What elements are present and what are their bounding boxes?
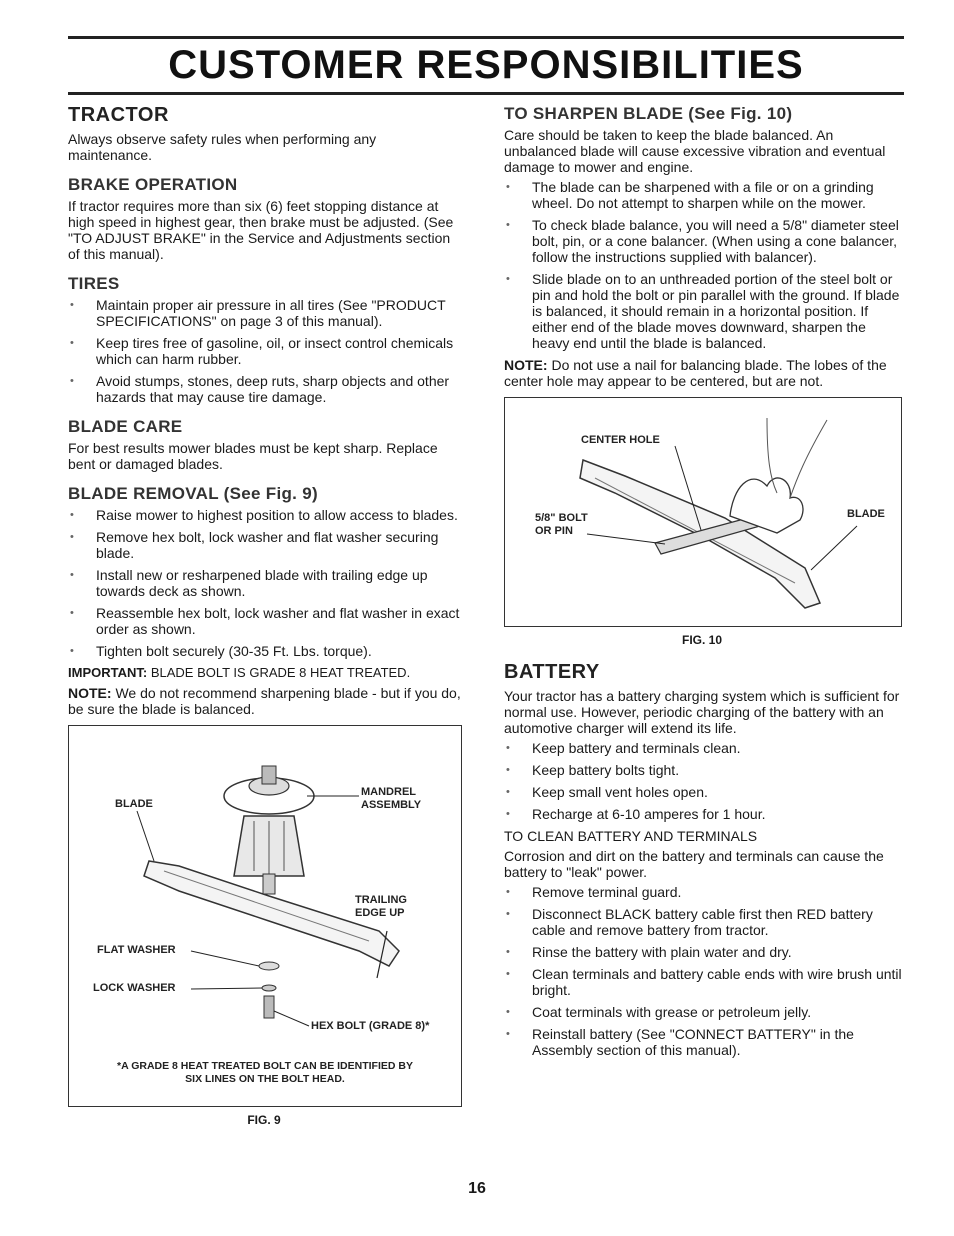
battery-list	[504, 740, 904, 822]
important-note	[68, 665, 464, 681]
page-number: 16	[468, 1180, 486, 1197]
blade-care-heading: BLADE CARE	[68, 417, 183, 436]
sharpen-intro: Care should be taken to keep the blade balanced. An unbalanced blade will cause excessive vibration and eventual damage to mower and engine.	[504, 127, 886, 175]
fig9-trailing-label: TRAILING EDGE UP	[355, 894, 407, 919]
list-item: • Recharge at 6-10 amperes for 1 hour.	[504, 806, 904, 822]
top-rule	[68, 36, 904, 39]
fig9-lock-washer-label: LOCK WASHER	[93, 982, 176, 994]
list-item: • Avoid stumps, stones, deep ruts, sharp objects and other hazards that may cause tire damage.	[68, 373, 464, 405]
tractor-intro: Always observe safety rules when performing any maintenance.	[68, 131, 377, 163]
fig9-footnote: *A GRADE 8 HEAT TREATED BOLT CAN BE IDENTIFIED BY SIX LINES ON THE BOLT HEAD.	[117, 1060, 413, 1085]
blade-care-text: For best results mower blades must be kept sharp. Replace bent or damaged blades.	[68, 440, 438, 472]
tires-list	[68, 297, 464, 405]
list-item: • Keep battery bolts tight.	[504, 762, 904, 778]
list-item: • Reassemble hex bolt, lock washer and flat washer in exact order as shown.	[68, 605, 464, 637]
list-item: • To check blade balance, you will need a 5/8" diameter steel bolt, pin, or a cone balancer. (When using a cone balancer, follow the instructions supplied with balancer).	[504, 217, 904, 265]
list-item: • The blade can be sharpened with a file or on a grinding wheel. Do not attempt to sharpen while on the mower.	[504, 179, 904, 211]
note-label: NOTE:	[68, 685, 112, 701]
tractor-heading: TRACTOR	[68, 104, 169, 126]
battery-clean-list	[504, 884, 904, 1058]
blade-removal-heading: BLADE REMOVAL (See Fig. 9)	[68, 484, 318, 503]
list-item: • Remove hex bolt, lock washer and flat washer securing blade.	[68, 529, 464, 561]
list-item: • Keep small vent holes open.	[504, 784, 904, 800]
title-underline-rule	[68, 92, 904, 95]
list-item: • Install new or resharpened blade with trailing edge up towards deck as shown.	[68, 567, 464, 599]
battery-intro: Your tractor has a battery charging system which is sufficient for normal use. However, periodic charging of the battery with an automotive charger will extend its life.	[504, 688, 900, 736]
fig10-center-hole-label: CENTER HOLE	[581, 434, 660, 446]
list-item: • Keep tires free of gasoline, oil, or insect control chemicals which can harm rubber.	[68, 335, 464, 367]
sharpen-heading: TO SHARPEN BLADE (See Fig. 10)	[504, 104, 793, 123]
important-label: IMPORTANT:	[68, 665, 148, 680]
list-item: • Rinse the battery with plain water and dry.	[504, 944, 904, 960]
list-item: • Slide blade on to an unthreaded portion of the steel bolt or pin and hold the bolt or pin parallel with the ground. If blade is balanced, it should remain in a horizontal position. If either end of the blade moves downward, sharpen the heavy end until the blade is balanced.	[504, 271, 904, 351]
fig9-flat-washer-label: FLAT WASHER	[97, 944, 176, 956]
note-label: NOTE:	[504, 357, 548, 373]
right-column	[504, 104, 904, 1064]
list-item: • Coat terminals with grease or petroleum jelly.	[504, 1004, 904, 1020]
list-item: • Maintain proper air pressure in all tires (See "PRODUCT SPECIFICATIONS" on page 3 of this manual).	[68, 297, 464, 329]
fig9-mandrel-label: MANDREL ASSEMBLY	[361, 786, 422, 811]
fig10-blade-label: BLADE	[847, 508, 885, 520]
list-item: • Keep battery and terminals clean.	[504, 740, 904, 756]
important-text: BLADE BOLT IS GRADE 8 HEAT TREATED.	[150, 665, 411, 680]
figure-10	[504, 397, 902, 627]
list-item: • Clean terminals and battery cable ends with wire brush until bright.	[504, 966, 904, 998]
battery-sub-intro: Corrosion and dirt on the battery and terminals can cause the battery to "leak" power.	[504, 848, 884, 880]
fig9-caption: FIG. 9	[247, 1113, 281, 1127]
list-item: • Tighten bolt securely (30-35 Ft. Lbs. torque).	[68, 643, 464, 659]
note-text: Do not use a nail for balancing blade. The lobes of the center hole may appear to be centered, but are not.	[504, 357, 887, 389]
tires-heading: TIRES	[68, 274, 120, 293]
list-item: • Remove terminal guard.	[504, 884, 904, 900]
fig10-bolt-label: 5/8" BOLT OR PIN	[535, 512, 588, 537]
brake-text: If tractor requires more than six (6) feet stopping distance at high speed in highest gear, then brake must be adjusted. (See "TO ADJUST BRAKE" in the Service and Adjustments section of this manual).	[68, 198, 454, 262]
sharpen-list	[504, 179, 904, 351]
sharpen-note	[68, 685, 464, 717]
left-column	[68, 104, 464, 1127]
fig9-hex-bolt-label: HEX BOLT (GRADE 8)*	[311, 1020, 430, 1032]
list-item: • Disconnect BLACK battery cable first then RED battery cable and remove battery from tractor.	[504, 906, 904, 938]
brake-heading: BRAKE OPERATION	[68, 175, 238, 194]
fig9-blade-label: BLADE	[115, 798, 153, 810]
battery-subheading: TO CLEAN BATTERY AND TERMINALS	[504, 828, 758, 844]
blade-removal-list	[68, 507, 464, 659]
battery-heading: BATTERY	[504, 661, 600, 683]
list-item: • Reinstall battery (See "CONNECT BATTERY" in the Assembly section of this manual).	[504, 1026, 904, 1058]
sharpen-note	[504, 357, 904, 389]
fig10-caption: FIG. 10	[681, 633, 722, 647]
note-text: We do not recommend sharpening blade - but if you do, be sure the blade is balanced.	[68, 685, 461, 717]
figure-9	[68, 725, 462, 1107]
page-title: CUSTOMER RESPONSIBILITIES	[168, 43, 804, 87]
list-item: • Raise mower to highest position to allow access to blades.	[68, 507, 464, 523]
